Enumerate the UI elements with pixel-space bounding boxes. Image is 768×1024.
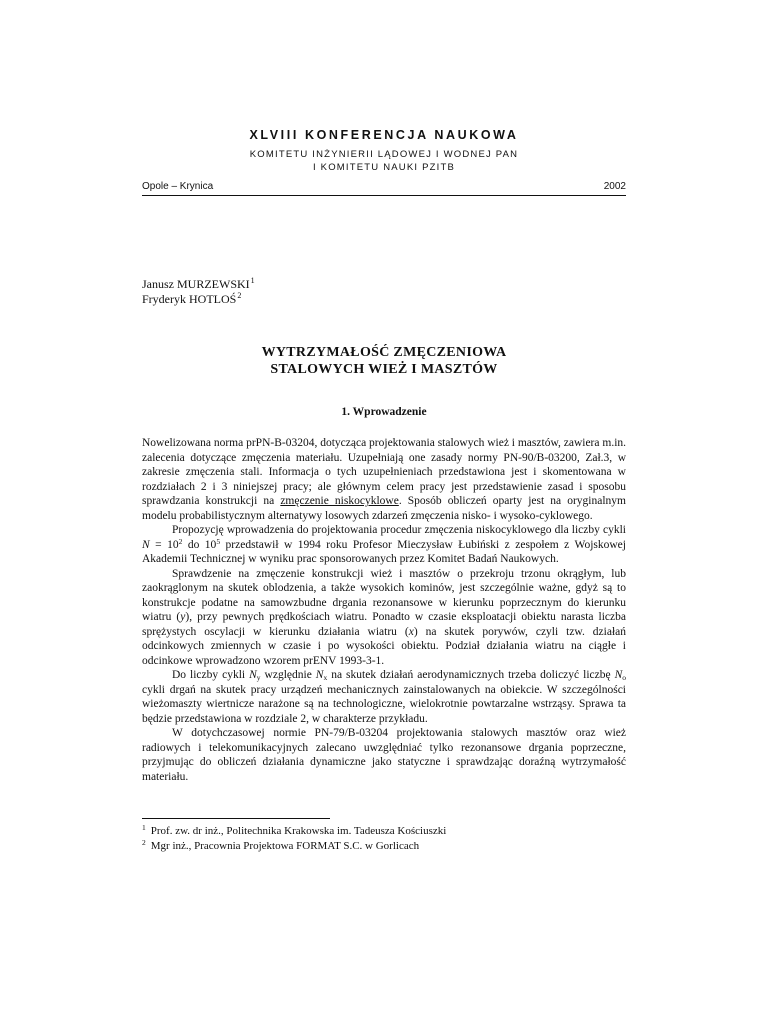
footnote-mark: 1 xyxy=(142,823,146,832)
conference-year: 2002 xyxy=(603,181,626,192)
section-heading: 1. Wprowadzenie xyxy=(341,406,427,418)
footnote-rule xyxy=(142,818,330,819)
underlined-term: zmęczenie niskocyklowe xyxy=(280,495,399,507)
author-footnote-mark: 1 xyxy=(250,276,255,285)
author-name: Janusz MURZEWSKI xyxy=(142,277,250,291)
author-footnote-mark: 2 xyxy=(237,291,242,300)
footnote-2 xyxy=(142,838,419,852)
footnote-mark: 2 xyxy=(142,838,146,847)
footnote-1 xyxy=(142,823,446,837)
footnote-text: Prof. zw. dr inż., Politechnika Krakowska im. Tadeusza Kościuszki xyxy=(150,825,447,837)
paragraph-2: Propozycję wprowadzenia do projektowania procedur zmęczenia niskocyklowego dla liczby cykli $N = 10^2$ do $10^5$ przedstawił w 1994 roku Profesor Mieczysław Łubiński z zespołem z Wojskowej Akademii Technicznej w wyniku prac sponsorowanych przez Komitet Badań Naukowych. xyxy=(142,524,626,565)
conference-title: XLVIII KONFERENCJA NAUKOWA xyxy=(249,128,519,142)
author-1 xyxy=(142,276,255,292)
paper-title-line1: WYTRZYMAŁOŚĆ ZMĘCZENIOWA xyxy=(261,345,507,360)
conference-place: Opole – Krynica xyxy=(142,181,214,192)
paragraph-3: Sprawdzenie na zmęczenie konstrukcji wież i masztów o przekroju trzonu okrągłym, lub zaokrąglonym na skutek oblodzenia, a także wysokich kominów, jest szczególnie ważne, gdyż są to konstrukcje podatne na samowzbudne drgania rezonansowe w kierunku poprzecznym do kierunku wiatru (y), przy pewnych prędkościach wiatru. Ponadto w czasie eksploatacji obiektu narasta liczba sprężystych oscylacji w kierunku działania wiatru (x) na skutek porywów, czyli tzw. działań odcinkowych zmiennych w czasie i po wysokości obiektu. Podział działania wiatru na ciągłe i odcinkowe wprowadzono wzorem prENV 1993-3-1. xyxy=(142,567,627,667)
paragraph-5: W dotychczasowej normie PN-79/B-03204 projektowania stalowych masztów oraz wież radiowych i telekomunikacyjnych zalecano uwzględniać tylko rezonansowe drgania poprzeczne, przyjmując do obliczeń działania dynamiczne jako statyczne i sprawdzając doraźną wytrzymałość materiału. xyxy=(142,727,626,783)
paper-title-line2: STALOWYCH WIEŻ I MASZTÓW xyxy=(270,362,498,377)
author-name: Fryderyk HOTLOŚ xyxy=(142,292,237,306)
body-text xyxy=(142,436,626,784)
header-rule xyxy=(142,195,626,196)
paragraph-4: Do liczby cykli $N_y$ względnie $N_x$ na skutek działań aerodynamicznych trzeba doliczyć liczbę $N_o$ cykli drgań na skutek pracy urządzeń mechanicznych zainstalowanych na obiekcie. W szczególności wieżomaszty wiertnicze narażone są na technologiczne, wielokrotnie powtarzalne wstrząsy. Sprawa ta będzie przedstawiona w rozdziale 2, w charakterze przykładu. xyxy=(142,669,626,725)
footnote-text: Mgr inż., Pracownia Projektowa FORMAT S.C. w Gorlicach xyxy=(150,840,420,852)
paragraph-1: Nowelizowana norma prPN-B-03204, dotycząca projektowania stalowych wież i masztów, zawiera m.in. zalecenia dotyczące zmęczenia materiału. Uzupełniają one zasady normy PN-90/B-03200, Zał.3, w zakresie zmęczenia stali. Informacja o tych uzupełnieniach przedstawiona jest i skomentowana w rozdziałach 2 i 3 niniejszej pracy; ale głównym celem pracy jest przedstawienie zasad i sposobu sprawdzania konstrukcji na zmęczenie niskocyklowe. Sposób obliczeń oparty jest na oryginalnym modelu probabilistycznym alternatywy losowych zdarzeń zmęczenia nisko- i wysoko-cyklowego. xyxy=(142,437,627,522)
conference-subtitle-line2: I KOMITETU NAUKI PZITB xyxy=(313,162,455,173)
conference-subtitle-line1: KOMITETU INŻYNIERII LĄDOWEJ I WODNEJ PAN xyxy=(249,149,519,160)
author-2 xyxy=(142,291,241,307)
